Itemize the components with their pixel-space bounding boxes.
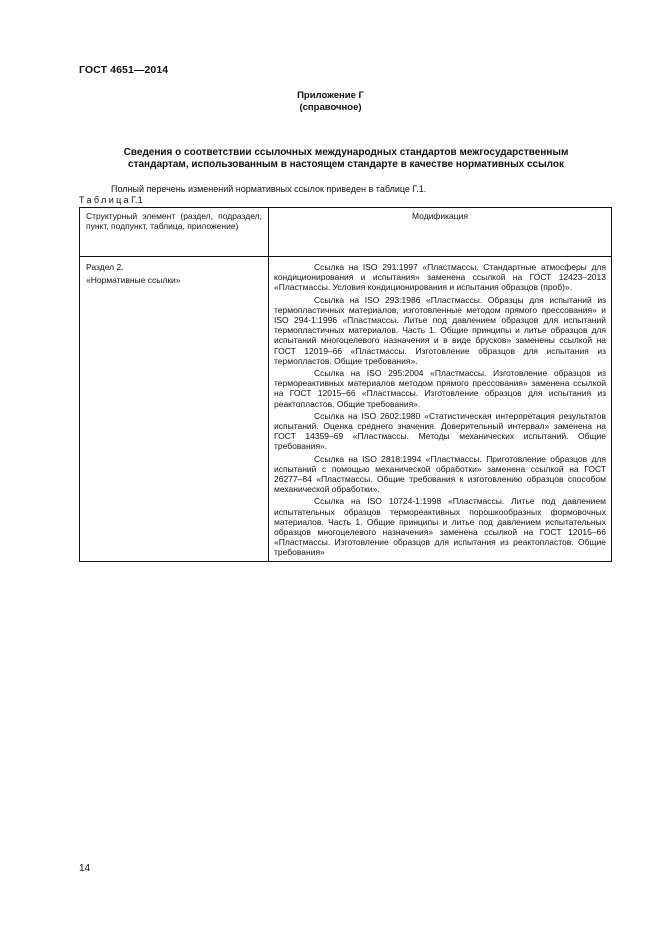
- modification-item: Ссылка на ISO 293:1986 «Пластмассы. Образцы для испытаний из термопластичных материалов, изготовленные методом прямого прессования» и ISO 294-1:1996 «Пластмассы. Литье под давлением образцов для испытаний термопластичных материалов. Часть 1. Общие принципы и литье образцов для испытаний многоцелевого назначения и в виде брусков» заменены ссылкой на ГОСТ 12019–66 «Пластмассы. Изготовление образцов для испытания из термопластов. Общие требования».: [274, 294, 606, 366]
- modification-item: Ссылка на ISO 10724-1:1998 «Пластмассы. Литье под давлением испытательных образцов термореактивных порошкообразных формовочных материалов. Часть 1. Общие принципы и литье под давлением испытательных образцов многоцелевого назначения» заменена ссылкой на ГОСТ 12015–66 «Пластмассы. Изготовление образцов для испытания из реактопластов. Общие требования»: [274, 496, 606, 558]
- table-label-word: Таблица: [79, 195, 132, 205]
- section-heading-line-1: Сведения о соответствии ссылочных международных стандартов межгосударственным: [123, 147, 569, 158]
- modification-item: Ссылка на ISO 2818:1994 «Пластмассы. Приготовление образцов для испытаний с помощью механической обработки» заменена ссылкой на ГОСТ 26277–84 «Пластмассы. Общие требования к изготовлению образцов способом механической обработки».: [274, 453, 606, 495]
- section-heading: [90, 147, 602, 171]
- reference-table: [79, 207, 612, 562]
- structure-element-cell: [80, 257, 269, 562]
- section-number: Раздел 2.: [86, 262, 124, 272]
- modification-item: Ссылка на ISO 291:1997 «Пластмассы. Стандартные атмосферы для кондиционирования и испытания» заменена ссылкой на ГОСТ 12423–2013 «Пластмассы. Условия кондиционирования и испытания образцов (проб)».: [274, 262, 606, 293]
- table-label-number: Г.1: [131, 195, 143, 205]
- appendix-subtitle: (справочное): [299, 102, 362, 113]
- modification-item: Ссылка на ISO 295:2004 «Пластмассы. Изготовление образцов из термореактивных материалов методом прямого прессования» заменена ссылкой на ГОСТ 12015–66 «Пластмассы. Изготовление образцов для испытания из реактопластов. Общие требования».: [274, 368, 606, 409]
- header-structure-element: Структурный элемент (раздел, подраздел, пункт, подпункт, таблица, приложение): [80, 208, 269, 257]
- table-header-row: [80, 208, 612, 257]
- modification-cell: [269, 257, 612, 562]
- modification-item: Ссылка на ISO 2602:1980 «Статистическая интерпретация результатов испытаний. Оценка среднего значения. Доверительный интервал» заменена на ГОСТ 14359–69 «Пластмассы. Методы механических испытаний. Общие требования».: [274, 410, 606, 452]
- appendix-heading: [0, 90, 661, 114]
- header-modification: Модификация: [269, 208, 612, 257]
- section-heading-line-2: стандартам, использованным в настоящем стандарте в качестве нормативных ссылок: [128, 159, 564, 170]
- section-name: «Нормативные ссылки»: [86, 275, 181, 286]
- intro-text: Полный перечень изменений нормативных ссылок приведен в таблице Г.1.: [111, 184, 427, 194]
- page-number: 14: [79, 863, 91, 874]
- appendix-title: Приложение Г: [297, 90, 364, 101]
- table-label: [79, 195, 143, 206]
- document-code: ГОСТ 4651—2014: [79, 64, 169, 76]
- table-row: [80, 257, 612, 562]
